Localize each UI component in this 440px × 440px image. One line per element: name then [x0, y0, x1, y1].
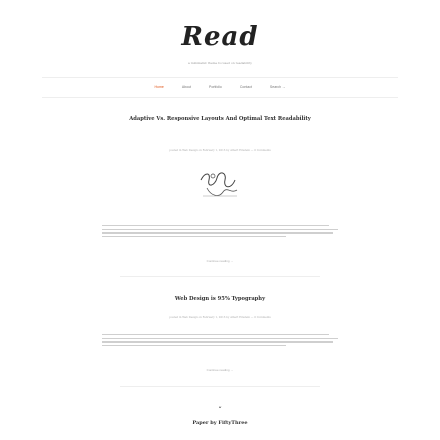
nav-item-portfolio[interactable]: Portfolio — [209, 85, 222, 89]
post-meta: posted in Web Design on February 1, 2013 by Albert Einstein — 0 Comments — [169, 149, 271, 152]
excerpt-line — [102, 236, 286, 237]
scribble-illustration-icon — [197, 166, 243, 202]
post-meta: posted in Web Design on February 1, 2013 by Albert Einstein — 0 Comments — [169, 316, 271, 319]
post-title[interactable]: Adaptive Vs. Responsive Layouts And Optimal Text Readability — [129, 116, 311, 122]
excerpt-line — [102, 341, 333, 342]
excerpt-line — [102, 338, 338, 339]
quote-icon: “ — [218, 406, 222, 413]
post-title[interactable]: Web Design is 95% Typography — [174, 296, 266, 302]
excerpt-line — [102, 225, 329, 226]
header-divider-top — [42, 77, 398, 78]
nav-item-about[interactable]: About — [181, 85, 192, 89]
continue-reading-link[interactable]: Continue reading → — [206, 259, 234, 263]
site-tagline: a minimalist theme focused on readability — [188, 61, 252, 65]
excerpt-line — [102, 334, 329, 335]
post-excerpt — [102, 225, 338, 239]
site-logo[interactable]: Read — [181, 22, 259, 52]
excerpt-line — [102, 229, 338, 230]
post-divider — [120, 276, 320, 277]
nav-item-contact[interactable]: Contact — [239, 85, 252, 89]
footer-credit[interactable]: Paper by FiftyThree — [192, 420, 248, 426]
nav-item-search[interactable]: Search → — [269, 85, 286, 89]
excerpt-line — [102, 232, 333, 233]
excerpt-line — [102, 345, 286, 346]
nav-item-home[interactable]: Home — [154, 85, 164, 89]
main-nav — [0, 85, 440, 89]
continue-reading-link[interactable]: Continue reading → — [206, 368, 234, 372]
post-divider — [120, 386, 320, 387]
post-excerpt — [102, 334, 338, 348]
header-divider-bottom — [42, 97, 398, 98]
